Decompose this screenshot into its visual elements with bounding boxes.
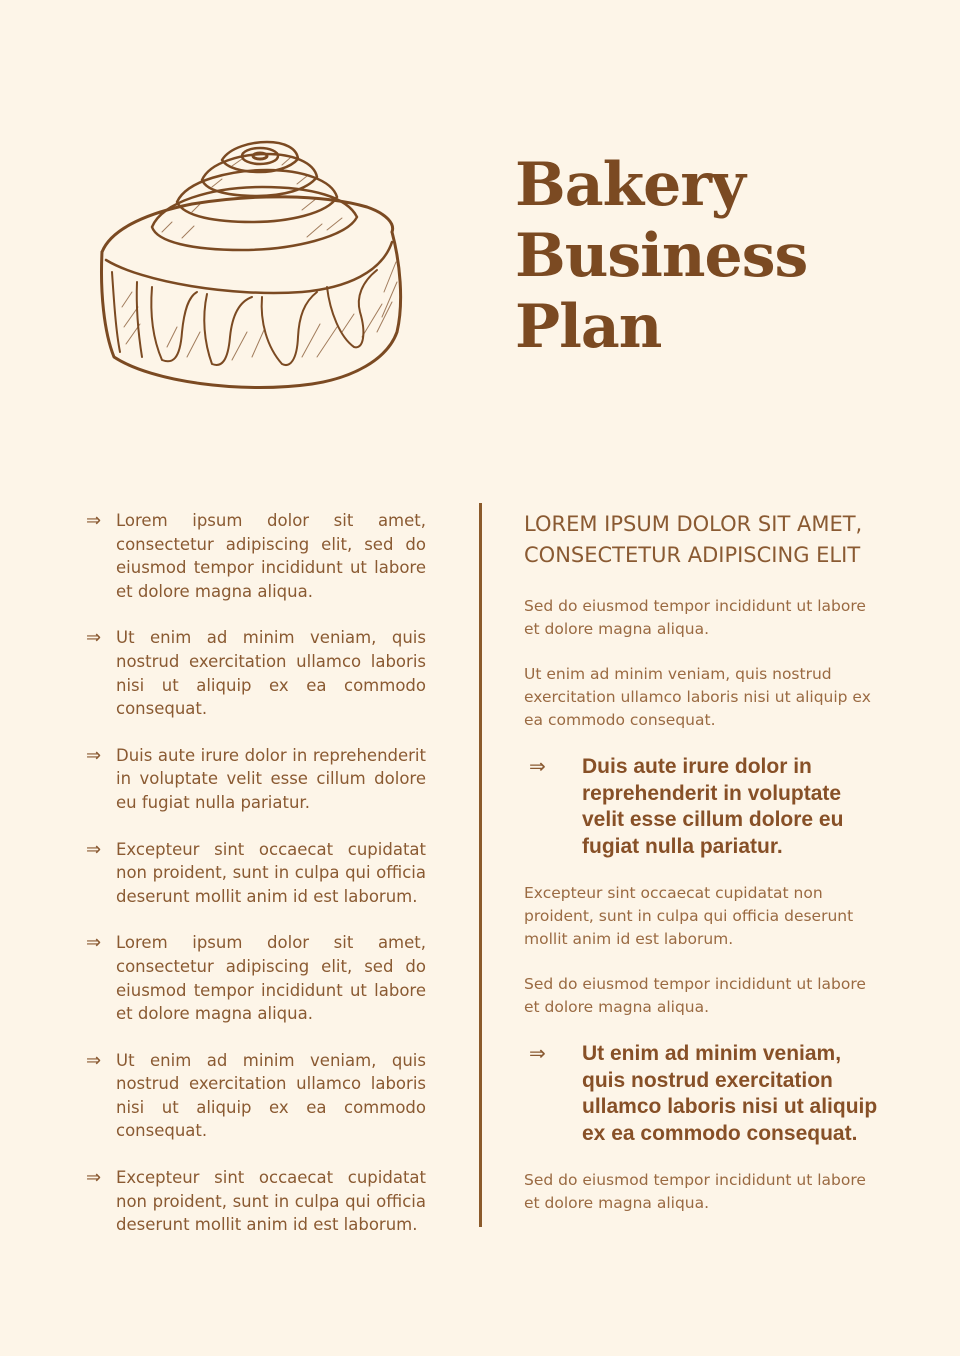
callout-text: Ut enim ad minim veniam, quis nostrud exercitation ullamco laboris nisi ut aliquip ex ea commodo consequat. <box>582 1042 878 1145</box>
list-item <box>86 744 426 815</box>
list-item <box>86 931 426 1025</box>
paragraph: Sed do eiusmod tempor incididunt ut labore et dolore magna aliqua. <box>524 597 866 638</box>
callout <box>524 1041 884 1147</box>
list-item <box>86 626 426 720</box>
arrow-right-icon: ⇒ <box>529 754 546 778</box>
section-heading: LOREM IPSUM DOLOR SIT AMET, CONSECTETUR ADIPISCING ELIT <box>524 512 863 567</box>
arrow-right-icon: ⇒ <box>529 1041 546 1065</box>
right-column <box>524 509 884 1237</box>
bullet-text: Duis aute irure dolor in reprehenderit in voluptate velit esse cillum dolore eu fugiat nulla pariatur. <box>116 745 426 812</box>
list-item <box>86 838 426 909</box>
bullet-text: Ut enim ad minim veniam, quis nostrud exercitation ullamco laboris nisi ut aliquip ex ea commodo consequat. <box>116 628 426 719</box>
arrow-right-icon: ⇒ <box>86 932 102 954</box>
arrow-right-icon: ⇒ <box>86 838 102 860</box>
bullet-text: Excepteur sint occaecat cupidatat non proident, sunt in culpa qui officia deserunt mollit anim id est laborum. <box>116 839 426 906</box>
arrow-right-icon: ⇒ <box>86 744 102 766</box>
title-line-1: Bakery <box>515 150 745 220</box>
arrow-right-icon: ⇒ <box>86 1049 102 1071</box>
cinnamon-roll-icon <box>92 132 407 397</box>
arrow-right-icon: ⇒ <box>86 1167 102 1189</box>
arrow-right-icon: ⇒ <box>86 627 102 649</box>
paragraph: Sed do eiusmod tempor incididunt ut labore et dolore magna aliqua. <box>524 975 866 1016</box>
list-item <box>86 1166 426 1237</box>
list-item <box>86 509 426 603</box>
callout <box>524 754 884 860</box>
arrow-right-icon: ⇒ <box>86 510 102 531</box>
paragraph: Sed do eiusmod tempor incididunt ut labore et dolore magna aliqua. <box>524 1171 866 1212</box>
left-bullet-list <box>86 509 426 1260</box>
title-line-3: Plan <box>515 292 662 362</box>
list-item <box>86 1049 426 1143</box>
page-title <box>515 150 915 363</box>
paragraph: Excepteur sint occaecat cupidatat non proident, sunt in culpa qui officia deserunt mollit anim id est laborum. <box>524 884 854 948</box>
callout-text: Duis aute irure dolor in reprehenderit in voluptate velit esse cillum dolore eu fugiat nulla pariatur. <box>582 755 844 858</box>
bullet-text: Excepteur sint occaecat cupidatat non proident, sunt in culpa qui officia deserunt mollit anim id est laborum. <box>116 1168 426 1235</box>
bullet-text: Ut enim ad minim veniam, quis nostrud exercitation ullamco laboris nisi ut aliquip ex ea commodo consequat. <box>116 1050 426 1141</box>
paragraph: Ut enim ad minim veniam, quis nostrud exercitation ullamco laboris nisi ut aliquip ex ea commodo consequat. <box>524 665 871 729</box>
bullet-text: Lorem ipsum dolor sit amet, consectetur adipiscing elit, sed do eiusmod tempor incididunt ut labore et dolore magna aliqua. <box>116 933 426 1024</box>
column-divider <box>479 503 482 1227</box>
title-line-2: Business <box>515 221 808 291</box>
bullet-text: Lorem ipsum dolor sit amet, consectetur adipiscing elit, sed do eiusmod tempor incididunt ut labore et dolore magna aliqua. <box>116 511 426 601</box>
